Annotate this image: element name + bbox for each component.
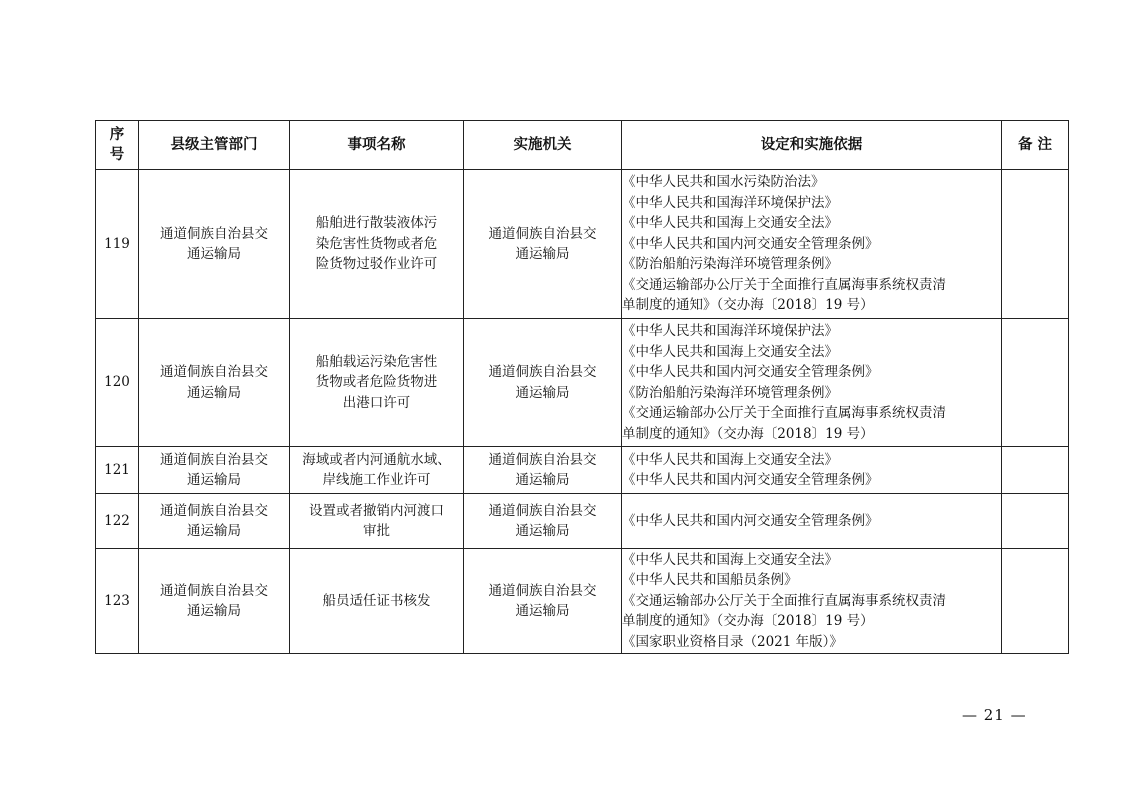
row-remarks	[1002, 170, 1069, 319]
dept-text: 通道侗族自治县交通运输局	[160, 225, 268, 262]
row-remarks	[1002, 447, 1069, 494]
basis-line: 《防治船舶污染海洋环境管理条例》	[622, 256, 838, 273]
basis-line: 《中华人民共和国海上交通安全法》	[622, 215, 838, 232]
basis-line: 《中华人民共和国内河交通安全管理条例》	[622, 512, 879, 529]
basis-line: 《中华人民共和国水污染防治法》	[622, 174, 825, 191]
dept-text: 通道侗族自治县交通运输局	[160, 582, 268, 619]
row-item-name	[290, 170, 464, 319]
basis-line: 《交通运输部办公厅关于全面推行直属海事系统权责清	[622, 405, 946, 421]
row-implementing-agency	[464, 319, 622, 447]
row-serial-number: 119	[96, 170, 139, 319]
row-legal-basis	[622, 319, 1002, 447]
row-serial-number: 122	[96, 494, 139, 549]
row-serial-number: 123	[96, 549, 139, 654]
row-legal-basis	[622, 170, 1002, 319]
agency-text: 通道侗族自治县交通运输局	[488, 582, 597, 619]
basis-line: 《中华人民共和国海上交通安全法》	[622, 451, 838, 468]
row-item-name	[290, 447, 464, 494]
header-serial-number	[96, 121, 139, 170]
basis-line: 单制度的通知》（交办海〔2018〕19 号）	[622, 297, 874, 314]
basis-line: 《中华人民共和国内河交通安全管理条例》	[622, 472, 879, 488]
row-county-department	[139, 494, 290, 549]
row-legal-basis	[622, 549, 1002, 654]
agency-text: 通道侗族自治县交通运输局	[488, 225, 597, 262]
table-row	[96, 447, 1069, 494]
row-legal-basis	[622, 447, 1002, 494]
row-implementing-agency	[464, 549, 622, 654]
table-row	[96, 319, 1069, 447]
item-text: 船舶进行散装液体污染危害性货物或者危险货物过驳作业许可	[315, 215, 438, 273]
table-row	[96, 170, 1069, 319]
agency-text: 通道侗族自治县交通运输局	[488, 502, 597, 539]
header-remarks: 备 注	[1002, 121, 1069, 170]
table-header-row	[96, 121, 1069, 170]
table-row	[96, 549, 1069, 654]
item-text: 海域或者内河通航水域、岸线施工作业许可	[302, 451, 451, 488]
table-row	[96, 494, 1069, 549]
agency-text: 通道侗族自治县交通运输局	[488, 451, 597, 488]
row-item-name	[290, 494, 464, 549]
item-text: 船舶载运污染危害性货物或者危险货物进出港口许可	[315, 353, 438, 411]
agency-text: 通道侗族自治县交通运输局	[488, 364, 597, 401]
basis-line: 《中华人民共和国海洋环境保护法》	[622, 323, 838, 339]
header-county-department: 县级主管部门	[139, 121, 290, 170]
row-county-department	[139, 170, 290, 319]
row-county-department	[139, 319, 290, 447]
basis-line: 《国家职业资格目录（2021 年版）》	[622, 633, 843, 650]
basis-line: 单制度的通知》（交办海〔2018〕19 号）	[622, 425, 874, 442]
basis-line: 《中华人民共和国内河交通安全管理条例》	[622, 364, 879, 380]
header-legal-basis: 设定和实施依据	[622, 121, 1002, 170]
row-legal-basis	[622, 494, 1002, 549]
row-county-department	[139, 549, 290, 654]
row-implementing-agency	[464, 447, 622, 494]
row-serial-number: 120	[96, 319, 139, 447]
dept-text: 通道侗族自治县交通运输局	[160, 364, 268, 401]
row-item-name: 船员适任证书核发	[290, 549, 464, 654]
header-implementing-agency: 实施机关	[464, 121, 622, 170]
basis-line: 《中华人民共和国海洋环境保护法》	[622, 194, 838, 211]
basis-line: 《中华人民共和国海上交通安全法》	[622, 343, 838, 360]
basis-line: 《交通运输部办公厅关于全面推行直属海事系统权责清	[622, 592, 946, 609]
header-serial-text: 序号	[109, 126, 125, 163]
row-county-department	[139, 447, 290, 494]
page-number: — 21 —	[962, 706, 1027, 724]
row-implementing-agency	[464, 170, 622, 319]
basis-line: 《中华人民共和国船员条例》	[622, 572, 798, 589]
basis-line: 《中华人民共和国海上交通安全法》	[622, 551, 838, 568]
dept-text: 通道侗族自治县交通运输局	[160, 451, 268, 488]
row-remarks	[1002, 319, 1069, 447]
row-implementing-agency	[464, 494, 622, 549]
row-remarks	[1002, 494, 1069, 549]
header-item-name: 事项名称	[290, 121, 464, 170]
basis-line: 《交通运输部办公厅关于全面推行直属海事系统权责清	[622, 276, 946, 293]
approval-items-table	[95, 120, 1069, 654]
basis-line: 单制度的通知》（交办海〔2018〕19 号）	[622, 613, 874, 630]
row-remarks	[1002, 549, 1069, 654]
dept-text: 通道侗族自治县交通运输局	[160, 502, 268, 539]
item-text: 设置或者撤销内河渡口审批	[309, 502, 444, 539]
row-serial-number: 121	[96, 447, 139, 494]
row-item-name	[290, 319, 464, 447]
basis-line: 《中华人民共和国内河交通安全管理条例》	[622, 235, 879, 252]
basis-line: 《防治船舶污染海洋环境管理条例》	[622, 384, 838, 401]
